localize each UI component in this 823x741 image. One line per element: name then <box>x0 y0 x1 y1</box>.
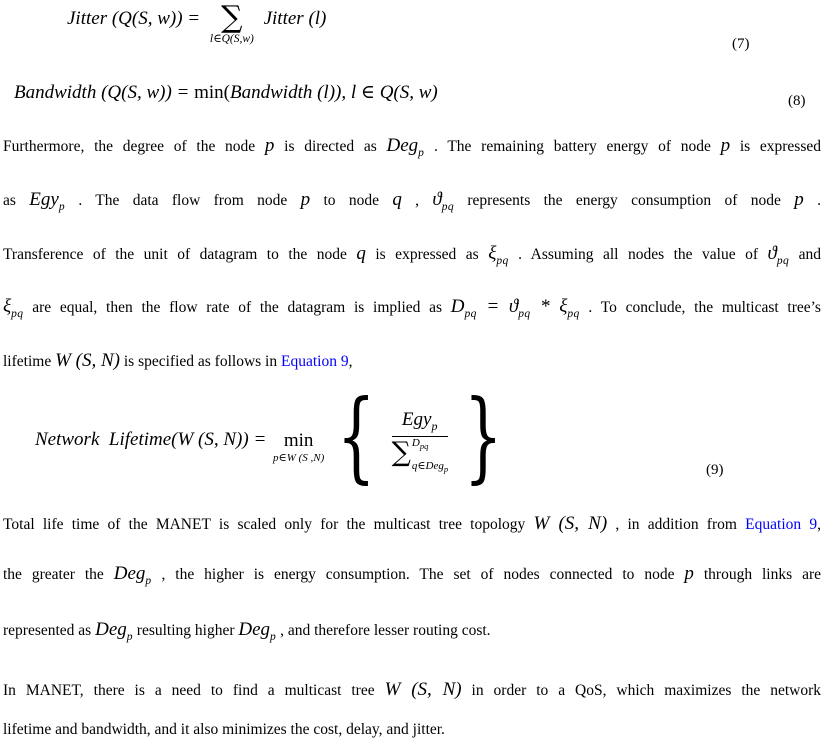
text-run: lifetime and bandwidth, and it also minimizes the cost, delay, and jitter. <box>3 721 445 738</box>
text-run: Total life time of the MANET is scaled only for the multicast tree topology <box>3 516 534 533</box>
eq8-min-operator: min( <box>194 82 231 103</box>
paragraph3-line2 <box>3 562 821 588</box>
math-run: q <box>356 243 366 264</box>
math-subscript-run: pq <box>496 255 509 267</box>
eq9-numerator: Egy$_p$ <box>401 409 438 433</box>
equation-9-link[interactable]: Equation 9 <box>745 516 818 533</box>
text-run: . The data flow from node <box>64 192 301 209</box>
eq9-min-subscript: p∈W (S ,N) <box>273 451 325 464</box>
equation-7 <box>67 0 327 45</box>
equation-9 <box>35 380 508 494</box>
paragraph4-line1 <box>3 678 821 702</box>
math-run: p <box>684 563 694 584</box>
eq8-italic-1: Bandwidth (Q(S, w)) = <box>14 82 195 103</box>
math-run: = ϑ <box>476 296 519 317</box>
equation-9-link[interactable]: Equation 9 <box>281 353 349 370</box>
eq7-sum-subscript: l∈Q(S,w) <box>209 33 254 45</box>
eq9-fraction <box>392 408 449 472</box>
text-run: , the higher is energy consumption. The set of nodes connected to node <box>151 566 685 583</box>
text-run: is expressed as <box>365 246 489 263</box>
text-run: , and therefore lesser routing cost. <box>276 622 491 639</box>
equation-7-number: (7) <box>732 36 750 52</box>
math-subscript-run: pq <box>567 308 580 320</box>
text-run: . <box>803 192 822 209</box>
math-run: ϑ <box>432 189 442 210</box>
math-subscript-run: pq <box>518 308 531 320</box>
text-run: and <box>789 246 821 263</box>
summation-icon: ∑ <box>221 0 243 35</box>
right-brace: } <box>463 380 503 494</box>
math-run: q <box>392 189 402 210</box>
math-subscript-run: p <box>145 575 152 587</box>
math-run: Deg <box>95 619 127 640</box>
eq9-denominator <box>392 438 449 472</box>
math-run: D <box>450 296 465 317</box>
eq7-lhs: Jitter (Q(S, w)) = <box>67 8 205 29</box>
math-subscript-run: pq <box>441 201 455 213</box>
text-run: , <box>348 353 353 370</box>
text-run: to node <box>310 192 393 209</box>
text-run: . To conclude, the multicast tree’s <box>579 299 821 316</box>
math-subscript-run: p <box>418 147 425 159</box>
math-subscript-run: pq <box>776 255 790 267</box>
left-brace: { <box>337 380 376 494</box>
text-run: is directed as <box>274 138 387 155</box>
text-run: is specified as follows in <box>119 353 281 370</box>
paragraph2-line1 <box>3 242 821 268</box>
eq8-italic-2: Bandwidth (l)), l ∈ Q(S, w) <box>230 82 438 103</box>
paragraph1-line1 <box>3 134 821 160</box>
text-run: represented as <box>3 622 96 639</box>
math-run: Deg <box>238 619 271 640</box>
math-run: * ξ <box>530 296 568 317</box>
text-run: Furthermore, the degree of the node <box>3 138 265 155</box>
eq9-sum-superscript: $D_{pq}$ <box>411 437 429 451</box>
equation-8-number: (8) <box>788 93 806 109</box>
math-run: p <box>300 189 311 210</box>
eq7-rhs: Jitter (l) <box>258 8 327 29</box>
math-run: ϑ <box>767 243 777 264</box>
eq9-lhs: Network Lifetime(W (S, N)) = <box>35 429 272 450</box>
paragraph4-line2 <box>3 718 821 741</box>
eq9-sum-subscript: q∈Deg$_p$ <box>411 460 449 474</box>
text-run: in order to a QoS, which maximizes the network <box>461 682 822 699</box>
math-subscript-run: pq <box>464 308 477 320</box>
text-run: through links are <box>693 566 822 583</box>
math-run: Deg <box>113 563 146 584</box>
math-run: W (S, N) <box>384 679 462 700</box>
text-run: represents the energy consumption of node <box>454 192 795 209</box>
paragraph2-line3 <box>3 349 821 373</box>
math-subscript-run: p <box>270 631 277 643</box>
paragraph2-line2 <box>3 295 821 321</box>
text-run: is expressed <box>730 138 821 155</box>
equation-9-number: (9) <box>706 462 724 478</box>
math-run: Deg <box>386 135 419 156</box>
equation-8 <box>14 80 438 106</box>
text-run: the greater the <box>3 566 114 583</box>
paragraph3-line1 <box>3 512 821 536</box>
math-subscript-run: pq <box>11 308 24 320</box>
math-run: ξ <box>3 296 12 317</box>
paragraph3-line3 <box>3 618 821 644</box>
text-run: are equal, then the flow rate of the datagram is implied as <box>23 299 451 316</box>
math-run: p <box>264 135 275 156</box>
math-run: ξ <box>488 243 497 264</box>
text-run: Transference of the unit of datagram to the node <box>3 246 357 263</box>
math-run: W (S, N) <box>533 513 608 534</box>
text-run: , <box>817 516 821 533</box>
text-run: , <box>401 192 433 209</box>
math-subscript-run: p <box>58 201 65 213</box>
text-run: lifetime <box>3 353 56 370</box>
math-run: p <box>794 189 804 210</box>
math-run: p <box>720 135 731 156</box>
math-run: W (S, N) <box>55 350 120 371</box>
text-run: . The remaining battery energy of node <box>424 138 721 155</box>
text-run: In MANET, there is a need to find a multicast tree <box>3 682 385 699</box>
text-run: , in addition from <box>607 516 746 533</box>
math-run: Egy <box>29 189 59 210</box>
eq9-min-operator: min p∈W (S ,N) <box>273 429 325 464</box>
summation-icon: ∑ <box>391 437 411 468</box>
text-run: resulting higher <box>132 622 239 639</box>
eq7-sum <box>209 0 254 45</box>
text-run: . Assuming all nodes the value of <box>508 246 768 263</box>
paragraph1-line2 <box>3 188 821 214</box>
text-run: as <box>3 192 30 209</box>
math-subscript-run: p <box>126 631 133 643</box>
